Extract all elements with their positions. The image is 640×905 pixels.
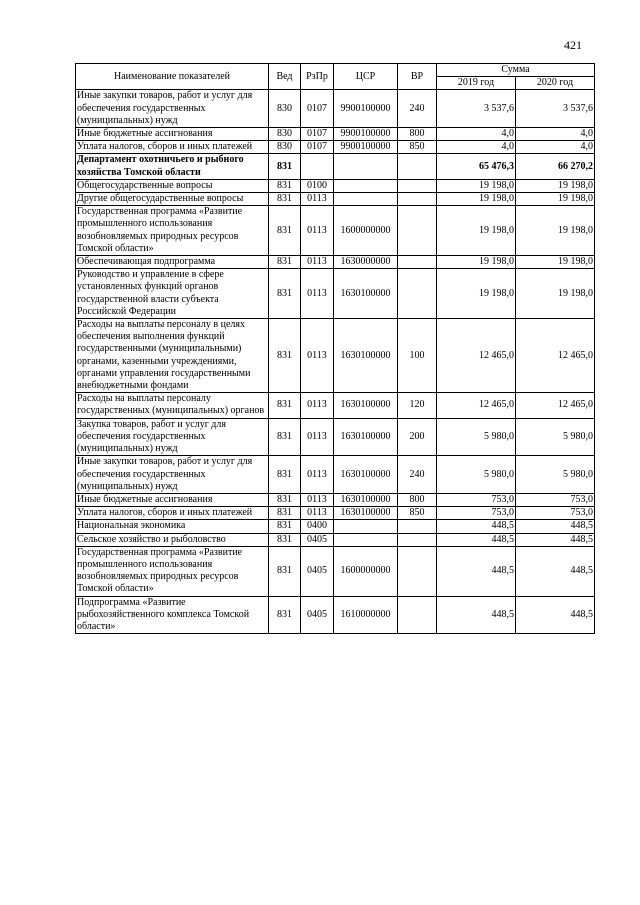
row-name: Закупка товаров, работ и услуг для обеспечения государственных (муниципальных) нужд xyxy=(76,418,269,456)
table-row xyxy=(76,141,595,154)
row-ved: 830 xyxy=(269,128,301,141)
row-ved: 831 xyxy=(269,418,301,456)
row-rzpr: 0113 xyxy=(301,418,334,456)
row-name: Уплата налогов, сборов и иных платежей xyxy=(76,141,269,154)
table-row xyxy=(76,154,595,179)
row-sum-2020: 19 198,0 xyxy=(516,179,595,192)
page-number: 421 xyxy=(564,38,582,52)
row-ved: 831 xyxy=(269,596,301,634)
row-vr xyxy=(398,154,437,179)
row-csr xyxy=(334,193,398,206)
row-sum-2019: 19 198,0 xyxy=(437,269,516,319)
row-rzpr: 0113 xyxy=(301,269,334,319)
row-sum-2019: 19 198,0 xyxy=(437,206,516,256)
row-ved: 831 xyxy=(269,154,301,179)
row-csr: 1630100000 xyxy=(334,393,398,418)
row-rzpr: 0113 xyxy=(301,393,334,418)
row-vr xyxy=(398,179,437,192)
row-sum-2019: 448,5 xyxy=(437,546,516,596)
header-vr: ВР xyxy=(398,64,437,90)
row-csr: 1630100000 xyxy=(334,418,398,456)
row-rzpr: 0113 xyxy=(301,256,334,269)
table-row xyxy=(76,507,595,520)
table-row xyxy=(76,179,595,192)
row-name: Подпрограмма «Развитие рыбохозяйственного комплекса Томской области» xyxy=(76,596,269,634)
row-vr xyxy=(398,520,437,533)
row-name: Руководство и управление в сфере установленных функций органов государственной власти субъекта Российской Федерации xyxy=(76,269,269,319)
row-vr: 850 xyxy=(398,507,437,520)
row-ved: 831 xyxy=(269,269,301,319)
row-sum-2020: 448,5 xyxy=(516,546,595,596)
row-csr xyxy=(334,533,398,546)
row-vr xyxy=(398,256,437,269)
row-csr xyxy=(334,154,398,179)
row-sum-2019: 5 980,0 xyxy=(437,418,516,456)
row-sum-2019: 19 198,0 xyxy=(437,179,516,192)
row-vr xyxy=(398,269,437,319)
row-csr: 1630100000 xyxy=(334,493,398,506)
row-sum-2019: 19 198,0 xyxy=(437,256,516,269)
table-row xyxy=(76,256,595,269)
table-row xyxy=(76,596,595,634)
header-year-2020: 2020 год xyxy=(516,77,595,90)
row-sum-2019: 5 980,0 xyxy=(437,456,516,494)
row-ved: 831 xyxy=(269,507,301,520)
row-vr xyxy=(398,533,437,546)
row-rzpr: 0107 xyxy=(301,128,334,141)
row-sum-2020: 19 198,0 xyxy=(516,193,595,206)
row-sum-2019: 4,0 xyxy=(437,128,516,141)
row-csr xyxy=(334,520,398,533)
row-ved: 831 xyxy=(269,256,301,269)
row-rzpr: 0400 xyxy=(301,520,334,533)
row-name: Расходы на выплаты персоналу государственных (муниципальных) органов xyxy=(76,393,269,418)
table-header xyxy=(76,64,595,90)
row-sum-2020: 3 537,6 xyxy=(516,90,595,128)
header-name: Наименование показателей xyxy=(76,64,269,90)
row-name: Государственная программа «Развитие промышленного использования возобновляемых природных ресурсов Томской области» xyxy=(76,206,269,256)
row-vr: 100 xyxy=(398,319,437,393)
row-csr: 1630000000 xyxy=(334,256,398,269)
row-csr: 1630100000 xyxy=(334,269,398,319)
row-rzpr: 0113 xyxy=(301,193,334,206)
row-name: Расходы на выплаты персоналу в целях обеспечения выполнения функций государственными (муниципальными) органами, казенными учреждениями, органами управления государственными внебюджетными фондами xyxy=(76,319,269,393)
row-csr: 1630100000 xyxy=(334,319,398,393)
row-ved: 830 xyxy=(269,90,301,128)
row-sum-2019: 448,5 xyxy=(437,596,516,634)
row-vr: 120 xyxy=(398,393,437,418)
row-ved: 831 xyxy=(269,546,301,596)
row-sum-2019: 12 465,0 xyxy=(437,393,516,418)
row-sum-2020: 448,5 xyxy=(516,596,595,634)
table-body xyxy=(76,90,595,634)
row-csr: 9900100000 xyxy=(334,90,398,128)
row-rzpr: 0405 xyxy=(301,596,334,634)
row-csr xyxy=(334,179,398,192)
row-sum-2019: 19 198,0 xyxy=(437,193,516,206)
row-ved: 831 xyxy=(269,393,301,418)
row-name: Общегосударственные вопросы xyxy=(76,179,269,192)
row-name: Департамент охотничьего и рыбного хозяйства Томской области xyxy=(76,154,269,179)
row-sum-2019: 65 476,3 xyxy=(437,154,516,179)
header-csr: ЦСР xyxy=(334,64,398,90)
row-rzpr: 0107 xyxy=(301,90,334,128)
budget-table xyxy=(75,63,595,634)
table-row xyxy=(76,393,595,418)
table-row xyxy=(76,546,595,596)
row-sum-2020: 448,5 xyxy=(516,520,595,533)
row-csr: 1610000000 xyxy=(334,596,398,634)
table-row xyxy=(76,418,595,456)
row-rzpr: 0113 xyxy=(301,206,334,256)
table-row xyxy=(76,206,595,256)
row-name: Обеспечивающая подпрограмма xyxy=(76,256,269,269)
row-vr: 800 xyxy=(398,493,437,506)
row-sum-2020: 753,0 xyxy=(516,507,595,520)
row-name: Иные закупки товаров, работ и услуг для обеспечения государственных (муниципальных) нужд xyxy=(76,90,269,128)
row-name: Государственная программа «Развитие промышленного использования возобновляемых природных ресурсов Томской области» xyxy=(76,546,269,596)
row-vr: 850 xyxy=(398,141,437,154)
row-ved: 831 xyxy=(269,193,301,206)
row-rzpr: 0113 xyxy=(301,493,334,506)
row-csr: 1630100000 xyxy=(334,456,398,494)
row-name: Иные бюджетные ассигнования xyxy=(76,128,269,141)
row-ved: 831 xyxy=(269,493,301,506)
row-rzpr xyxy=(301,154,334,179)
table-row xyxy=(76,493,595,506)
row-rzpr: 0405 xyxy=(301,546,334,596)
row-sum-2020: 448,5 xyxy=(516,533,595,546)
row-sum-2020: 12 465,0 xyxy=(516,393,595,418)
row-ved: 831 xyxy=(269,206,301,256)
row-csr: 9900100000 xyxy=(334,141,398,154)
row-csr: 1600000000 xyxy=(334,206,398,256)
row-csr: 9900100000 xyxy=(334,128,398,141)
row-sum-2020: 19 198,0 xyxy=(516,256,595,269)
row-vr xyxy=(398,596,437,634)
row-ved: 831 xyxy=(269,319,301,393)
row-vr: 240 xyxy=(398,90,437,128)
row-ved: 831 xyxy=(269,533,301,546)
table-row xyxy=(76,456,595,494)
table-row xyxy=(76,269,595,319)
row-name: Иные бюджетные ассигнования xyxy=(76,493,269,506)
row-sum-2020: 66 270,2 xyxy=(516,154,595,179)
row-vr xyxy=(398,546,437,596)
row-vr: 200 xyxy=(398,418,437,456)
row-name: Другие общегосударственные вопросы xyxy=(76,193,269,206)
row-ved: 831 xyxy=(269,520,301,533)
row-sum-2020: 5 980,0 xyxy=(516,418,595,456)
row-rzpr: 0100 xyxy=(301,179,334,192)
header-sum: Сумма xyxy=(437,64,595,77)
row-name: Сельское хозяйство и рыболовство xyxy=(76,533,269,546)
row-rzpr: 0405 xyxy=(301,533,334,546)
table-row xyxy=(76,128,595,141)
row-sum-2019: 4,0 xyxy=(437,141,516,154)
row-sum-2020: 19 198,0 xyxy=(516,269,595,319)
row-vr xyxy=(398,193,437,206)
row-csr: 1630100000 xyxy=(334,507,398,520)
header-rzpr: РзПр xyxy=(301,64,334,90)
table-row xyxy=(76,520,595,533)
row-sum-2019: 753,0 xyxy=(437,493,516,506)
row-name: Иные закупки товаров, работ и услуг для обеспечения государственных (муниципальных) нужд xyxy=(76,456,269,494)
row-sum-2019: 12 465,0 xyxy=(437,319,516,393)
header-ved: Вед xyxy=(269,64,301,90)
row-ved: 831 xyxy=(269,179,301,192)
row-name: Уплата налогов, сборов и иных платежей xyxy=(76,507,269,520)
row-rzpr: 0113 xyxy=(301,456,334,494)
row-vr: 800 xyxy=(398,128,437,141)
row-sum-2019: 3 537,6 xyxy=(437,90,516,128)
row-rzpr: 0107 xyxy=(301,141,334,154)
row-csr: 1600000000 xyxy=(334,546,398,596)
header-year-2019: 2019 год xyxy=(437,77,516,90)
row-ved: 831 xyxy=(269,456,301,494)
row-sum-2019: 448,5 xyxy=(437,533,516,546)
row-vr: 240 xyxy=(398,456,437,494)
row-sum-2020: 5 980,0 xyxy=(516,456,595,494)
row-sum-2019: 753,0 xyxy=(437,507,516,520)
row-name: Национальная экономика xyxy=(76,520,269,533)
row-sum-2019: 448,5 xyxy=(437,520,516,533)
table-row xyxy=(76,319,595,393)
row-sum-2020: 4,0 xyxy=(516,128,595,141)
table-row xyxy=(76,533,595,546)
row-sum-2020: 4,0 xyxy=(516,141,595,154)
row-sum-2020: 12 465,0 xyxy=(516,319,595,393)
row-rzpr: 0113 xyxy=(301,319,334,393)
row-sum-2020: 753,0 xyxy=(516,493,595,506)
row-sum-2020: 19 198,0 xyxy=(516,206,595,256)
table-row xyxy=(76,90,595,128)
row-rzpr: 0113 xyxy=(301,507,334,520)
row-ved: 830 xyxy=(269,141,301,154)
table-row xyxy=(76,193,595,206)
row-vr xyxy=(398,206,437,256)
